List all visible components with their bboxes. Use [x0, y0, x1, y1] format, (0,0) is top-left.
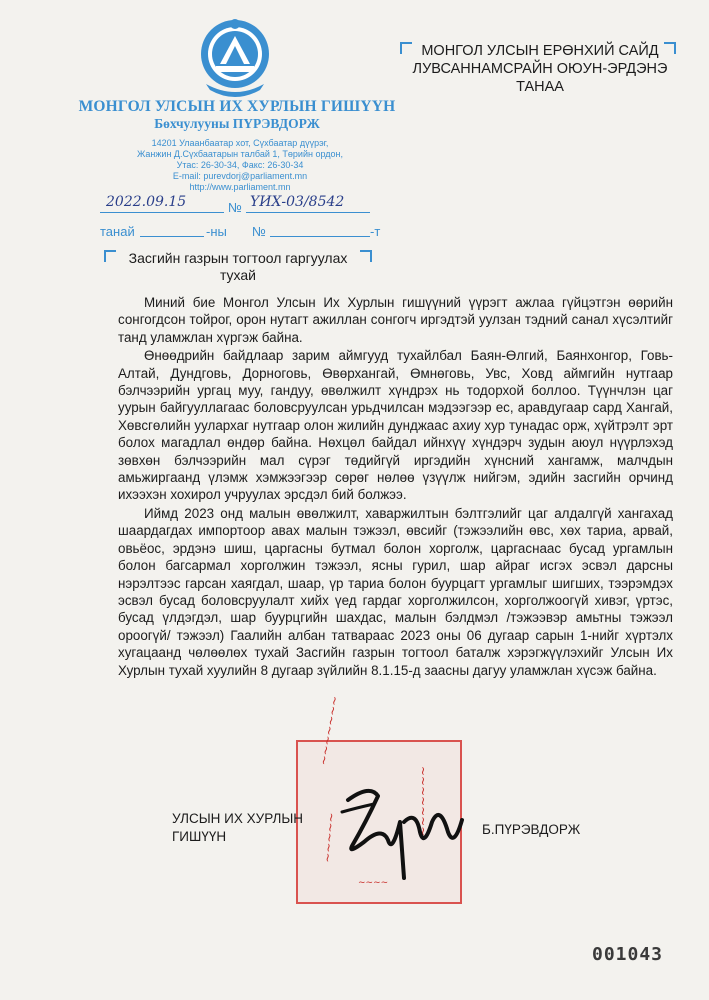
contact-block: [110, 138, 370, 193]
t-label: -т: [370, 224, 381, 239]
official-stamp: ~~~~~~~ ~~~~~ ~~~~~~~ ~~~~: [296, 740, 462, 904]
signatory-title-line: УЛСЫН ИХ ХУРЛЫН: [172, 811, 304, 826]
recipient-line: МОНГОЛ УЛСЫН ЕРӨНХИЙ САЙД: [421, 43, 659, 59]
recipient-block: [405, 42, 675, 96]
signatory-name: Б.ПҮРЭВДОРЖ: [482, 822, 581, 837]
member-name: Бөхчулууны ПҮРЭВДОРЖ: [154, 116, 320, 131]
phone-line: Утас: 26-30-34, Факс: 26-30-34: [176, 160, 304, 170]
website-line: http://www.parliament.mn: [189, 182, 291, 192]
signatory-title: [172, 810, 303, 846]
address-line: Жанжин Д.Сүхбаатарын талбай 1, Төрийн ордон,: [137, 149, 343, 159]
subject-bracket-left: [104, 250, 116, 262]
subject-line: Засгийн газрын тогтоол гаргуулах тухай: [128, 250, 348, 283]
ny-label: -ны: [206, 224, 227, 239]
body-paragraph: Миний бие Монгол Улсын Их Хурлын гишүүний үүрэгт ажлаа гүйцэтгэн өөрийн сонгогдсон тойрог, орон нутагт ажиллан сонгогч иргэдтэй уулзан тэдний санал хүсэлтийг танд уламжлан хүргэж байна.: [118, 295, 673, 345]
number-label-2: №: [252, 224, 266, 239]
state-emblem-icon: [196, 14, 274, 98]
institution-title: МОНГОЛ УЛСЫН ИХ ХУРЛЫН ГИШҮҮН: [78, 98, 396, 115]
tanai-label: танай: [100, 224, 135, 239]
recipient-line: ЛУВСАННАМСРАЙН ОЮУН-ЭРДЭНЭ: [412, 61, 668, 77]
body-paragraph: Өнөөдрийн байдлаар зарим аймгууд тухайлбал Баян-Өлгий, Баянхонгор, Говь-Алтай, Дундговь, Дорноговь, Өвөрхангай, Өмнөговь, Увс, Ховд аймгийн нутгаар бэлчээрийн ургац муу, гандуу, өвөлжилт хүндрэх нь тодорхой боллоо. Түүнчлэн цаг уурын байгууллагаас боловсруулсан урьдчилсан мэдээгээр ес, аравдугаар сард Хангай, Хөвсгөлийн уулархаг нутгаар олон жилийн дунджаас ахиу хур тунадас орж, хүйтрэлт эрт болох магадлал өндөр байна. Нөхцөл байдал ийнхүү хүндэрч зудын аюул нүүрлэхэд зөвхөн бэлчээрийн мал сүрэг төдийгүй иргэдийн хүнсний хангамж, малчдын амьжиргаанд үлэмж хэмжээгээр сөрөг нөлөө үзүүлж нийгэм, эдийн засгийн орчинд ихээхэн хохирол учруулах эрсдэл бий болжээ.: [118, 348, 673, 503]
document-number: 001043: [592, 944, 664, 965]
email-line: E-mail: purevdorj@parliament.mn: [172, 171, 308, 181]
address-line: 14201 Улаанбаатар хот, Сүхбаатар дүүрэг,: [151, 138, 329, 148]
recipient-line: ТАНАА: [516, 79, 564, 95]
signatory-title-line: ГИШҮҮН: [172, 829, 227, 844]
number-label: №: [228, 200, 242, 215]
handwritten-signature: [330, 782, 470, 882]
date-handwritten: 2022.09.15: [106, 194, 187, 210]
subject-bracket-right: [360, 250, 372, 262]
letter-body: [118, 294, 673, 680]
body-paragraph: Иймд 2023 онд малын өвөлжилт, хаваржилтын бэлтгэлийг цаг алдалгүй хангахад шаардагдах импортоор авах малын тэжээл, өвсийг (тэжээлийн өвс, хөх тариа, арвай, овьёос, эрдэнэ шиш, царгасны бутмал болон хорголж, царгаснаас бусад ургамлын болон багсармал хорголжин тэжээл, ясны гурил, шар айраг исгэх эсвэл дарсны нэрэлтээс гарсан хаягдал, шаар, үр тариа болон буурцагт ургамлыг шигших, тээрэмдэх эсвэл бусад боловсруулалт хийх үед гардаг хорголжилсон, хорголжоогүй хивэг, үртэс, бусад үлдэгдэл, шар буурцгийн шахдас, малын бэлдмэл /тэжээвэр амьтны тэжээл ороогүй/ тэжээл) Гаалийн албан татвараас 2023 оны 06 дугаар сарын 1-нийг хүртэлх хугацаанд чөлөөлөх тухай Засгийн газрын тогтоол баталж хэрэгжүүлэхийг Улсын Их Хурлын тухай хуулийн 8 дугаар зүйлийн 8.1.15-д заасны дагуу уламжлан хүсэж байна.: [118, 505, 673, 678]
number-handwritten: ҮИХ-03/8542: [250, 194, 345, 210]
